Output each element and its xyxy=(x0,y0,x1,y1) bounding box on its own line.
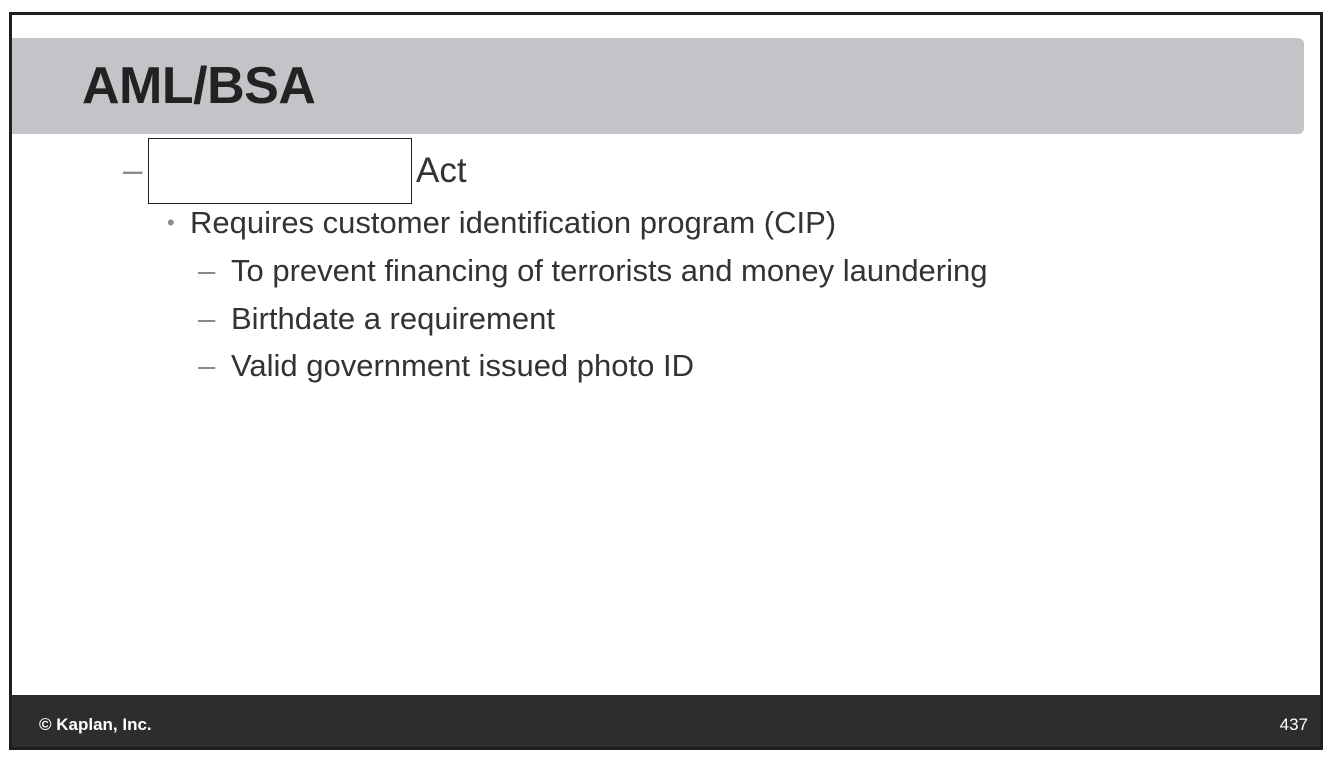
footer-bar xyxy=(12,695,1320,747)
bullet-marker: • xyxy=(167,210,175,235)
bullet-item xyxy=(167,205,836,241)
level1-dash: – xyxy=(123,151,143,190)
sub-item-text: To prevent financing of terrorists and money laundering xyxy=(231,253,988,288)
sub-item-dash: – xyxy=(198,348,216,383)
sub-item-text: Valid government issued photo ID xyxy=(231,348,694,383)
sub-item-dash: – xyxy=(198,301,216,336)
sub-item-text: Birthdate a requirement xyxy=(231,301,555,336)
level1-item xyxy=(123,137,467,205)
sub-item xyxy=(198,253,988,289)
slide-title: AML/BSA xyxy=(82,57,316,115)
copyright-text: © Kaplan, Inc. xyxy=(39,715,152,734)
slide xyxy=(9,12,1323,750)
sub-item xyxy=(198,301,555,337)
level1-suffix: Act xyxy=(416,151,467,190)
title-bar xyxy=(12,38,1304,134)
sub-item xyxy=(198,348,694,384)
sub-item-dash: – xyxy=(198,253,216,288)
page-number: 437 xyxy=(1279,715,1308,734)
bullet-text: Requires customer identification program (CIP) xyxy=(190,205,837,240)
fill-in-blank-box[interactable] xyxy=(148,138,412,204)
